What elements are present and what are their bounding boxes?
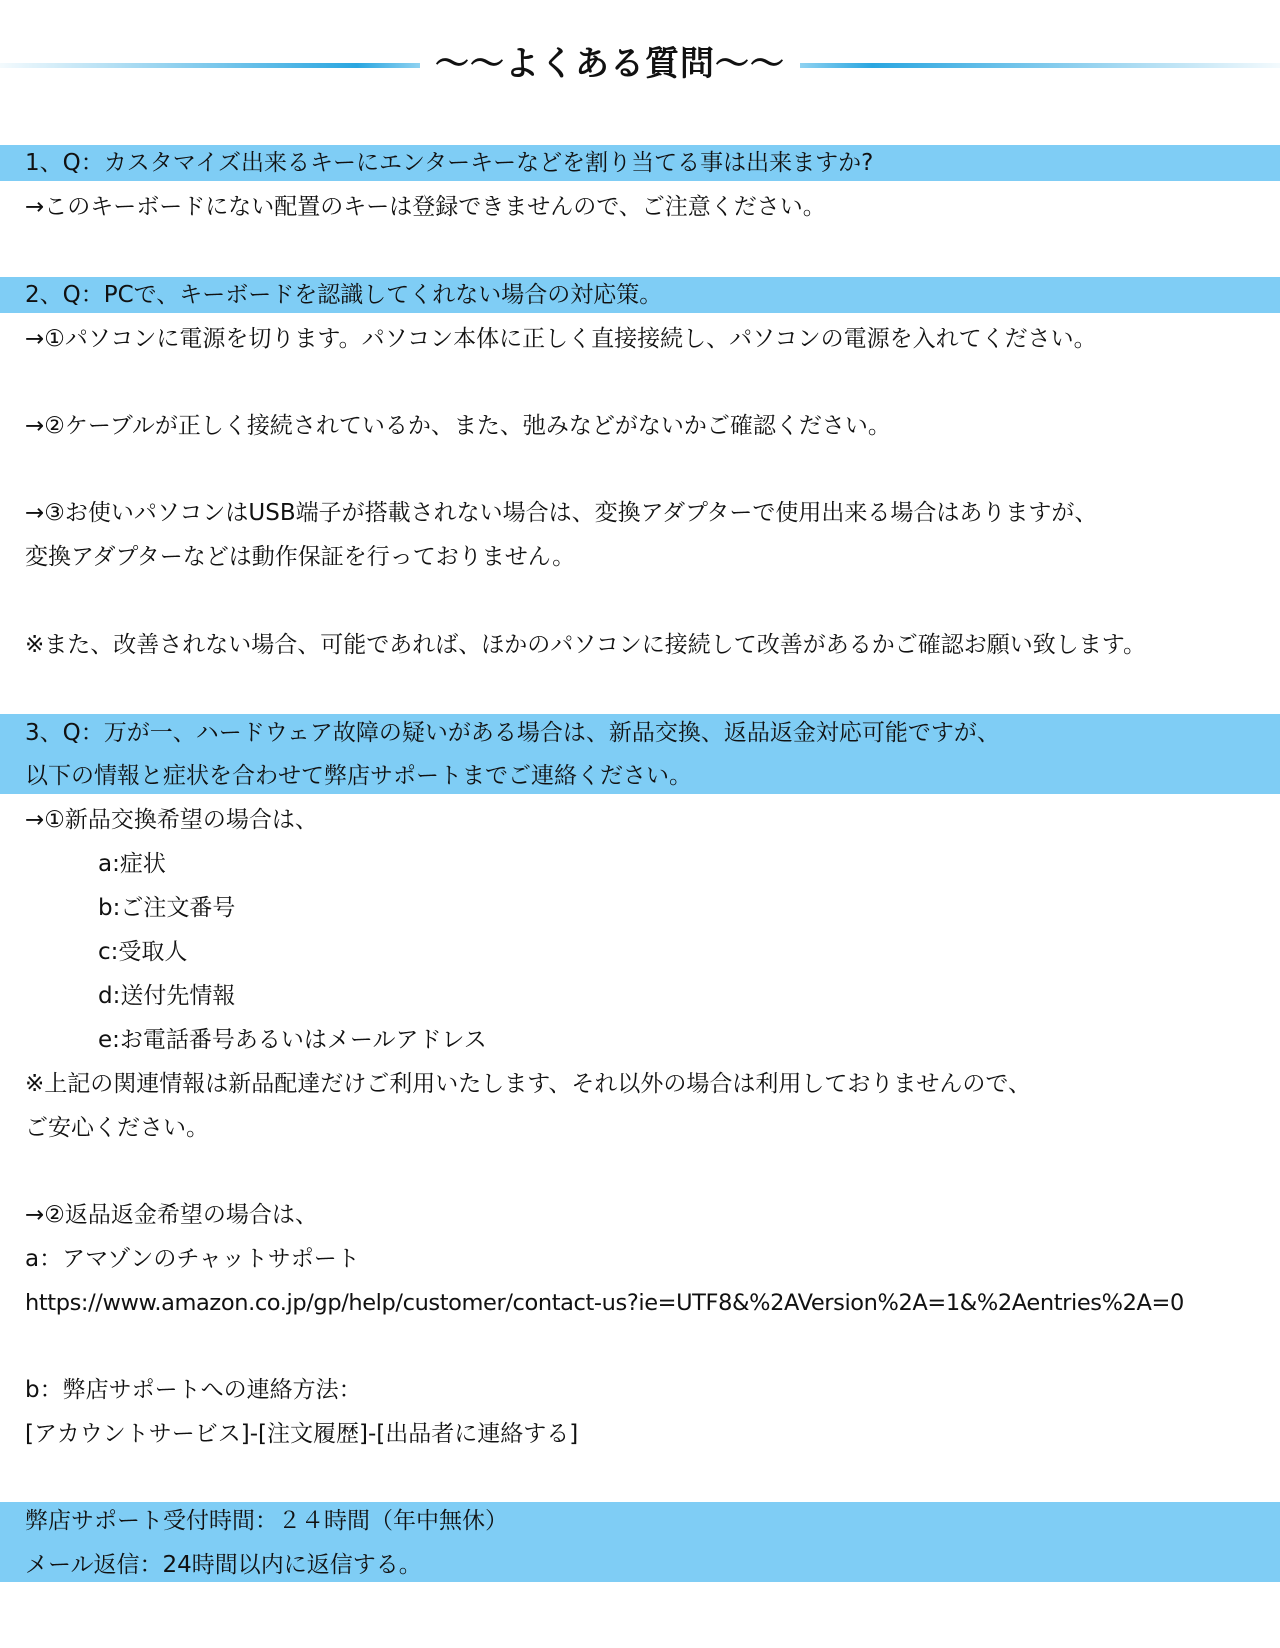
q3-refund-heading: →②返品返金希望の場合は、 bbox=[25, 1202, 318, 1228]
list-item: a:症状 bbox=[98, 851, 166, 877]
title-decoration-right bbox=[800, 63, 1280, 68]
q2-answer-3: →③お使いパソコンはUSB端子が搭載されない場合は、変換アダプターで使用出来る場合はありますが、 bbox=[25, 500, 1098, 526]
support-hours: 弊店サポート受付時間：２４時間（年中無休） bbox=[25, 1508, 508, 1534]
q2-answer-2: →②ケーブルが正しく接続されているか、また、弛みなどがないかご確認ください。 bbox=[25, 413, 891, 439]
q3-question-line1: 3、Q：万が一、ハードウェア故障の疑いがある場合は、新品交換、返品返金対応可能ですが、 bbox=[25, 720, 1000, 746]
privacy-note-line2: ご安心ください。 bbox=[25, 1115, 209, 1141]
q2-note: ※また、改善されない場合、可能であれば、ほかのパソコンに接続して改善があるかご確認お願い致します。 bbox=[25, 632, 1146, 658]
q2-answer-1: →①パソコンに電源を切ります。パソコン本体に正しく直接接続し、パソコンの電源を入れてください。 bbox=[25, 326, 1097, 352]
list-item: e:お電話番号あるいはメールアドレス bbox=[98, 1027, 487, 1053]
page-title: ～～よくある質問～～ bbox=[435, 44, 785, 84]
privacy-note-line1: ※上記の関連情報は新品配達だけご利用いたします、それ以外の場合は利用しておりませんので、 bbox=[25, 1071, 1031, 1097]
q3-question-line2: 以下の情報と症状を合わせて弊店サポートまでご連絡ください。 bbox=[25, 763, 692, 789]
list-item: d:送付先情報 bbox=[98, 983, 236, 1009]
email-reply-time: メール返信：24時間以内に返信する。 bbox=[25, 1552, 422, 1578]
title-decoration-left bbox=[0, 63, 420, 68]
q2-answer-3-cont: 変換アダプターなどは動作保証を行っておりません。 bbox=[25, 544, 576, 570]
refund-option-b: b：弊店サポートへの連絡方法： bbox=[25, 1377, 362, 1403]
q1-question: 1、Q：カスタマイズ出来るキーにエンターキーなどを割り当てる事は出来ますか? bbox=[25, 150, 874, 176]
page-header bbox=[0, 36, 1280, 92]
amazon-contact-link[interactable]: https://www.amazon.co.jp/gp/help/customer/contact-us?ie=UTF8&%2AVersion%2A=1&%2Aentries%2A=0 bbox=[25, 1290, 1184, 1316]
q2-question: 2、Q：PCで、キーボードを認識してくれない場合の対応策。 bbox=[25, 282, 663, 308]
refund-option-a: a：アマゾンのチャットサポート bbox=[25, 1246, 360, 1272]
seller-contact-path: [アカウントサービス]-[注文履歴]-[出品者に連絡する] bbox=[25, 1421, 579, 1447]
list-item: c:受取人 bbox=[98, 939, 188, 965]
list-item: b:ご注文番号 bbox=[98, 895, 236, 921]
q3-exchange-heading: →①新品交換希望の場合は、 bbox=[25, 807, 318, 833]
q1-answer: →このキーボードにない配置のキーは登録できませんので、ご注意ください。 bbox=[25, 194, 826, 220]
